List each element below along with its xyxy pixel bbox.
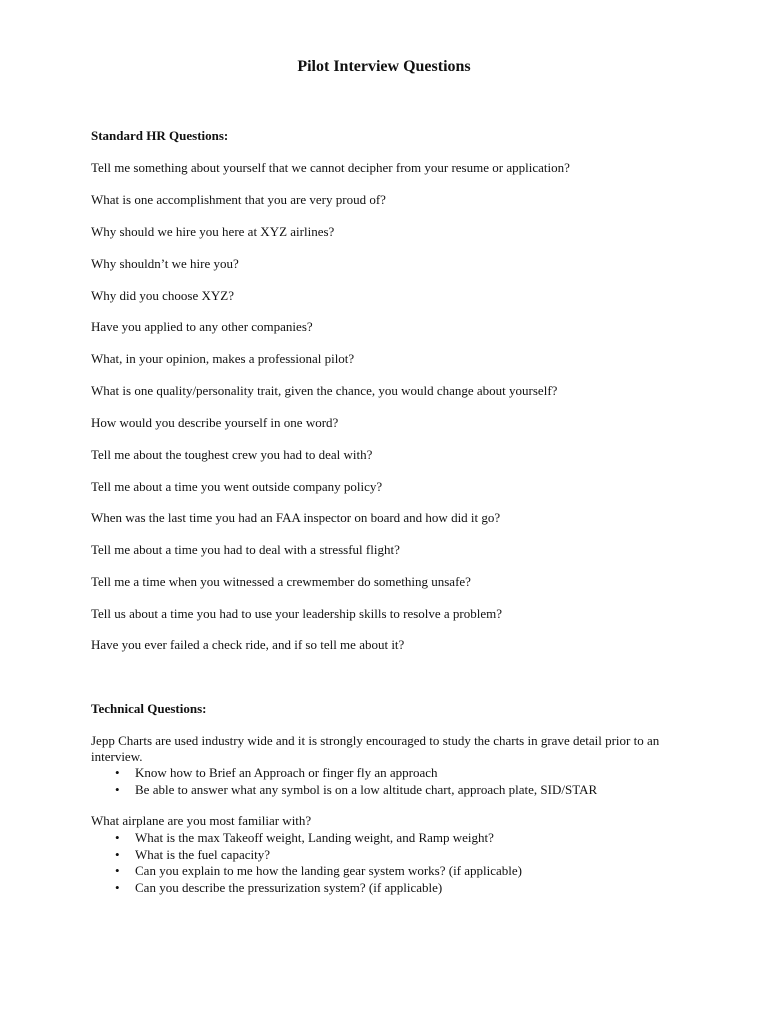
intro-bullet-list [91, 765, 597, 798]
list-item: • Know how to Brief an Approach or finger fly an approach [115, 765, 438, 780]
hr-question: Tell me about a time you went outside company policy? [91, 479, 383, 494]
airplane-bullet-list [91, 830, 522, 896]
hr-question: Tell me about a time you had to deal with a stressful flight? [91, 542, 400, 557]
hr-question: How would you describe yourself in one word? [91, 415, 339, 430]
hr-question: Why shouldn’t we hire you? [91, 256, 239, 271]
hr-section-heading: Standard HR Questions: [91, 128, 229, 143]
bullet-glyph: • [115, 846, 120, 862]
bullet-glyph: • [115, 879, 120, 895]
list-item: • Can you describe the pressurization system? (if applicable) [115, 879, 443, 895]
hr-question: Have you applied to any other companies? [91, 319, 313, 334]
list-item: • What is the max Takeoff weight, Landing weight, and Ramp weight? [115, 830, 494, 845]
hr-question: Have you ever failed a check ride, and if so tell me about it? [91, 637, 405, 652]
hr-question: What is one quality/personality trait, given the chance, you would change about yourself? [91, 383, 558, 398]
hr-question: Why did you choose XYZ? [91, 288, 234, 303]
hr-question: When was the last time you had an FAA inspector on board and how did it go? [91, 510, 501, 525]
hr-question: Why should we hire you here at XYZ airlines? [91, 224, 335, 239]
list-item: • What is the fuel capacity? [115, 846, 270, 862]
bullet-glyph: • [115, 830, 120, 845]
bullet-glyph: • [115, 781, 120, 797]
hr-question: What is one accomplishment that you are very proud of? [91, 192, 386, 207]
bullet-glyph: • [115, 863, 120, 878]
technical-intro: Jepp Charts are used industry wide and it is strongly encouraged to study the charts in grave detail prior to an interview. [91, 733, 660, 764]
bullet-glyph: • [115, 765, 120, 780]
page-title: Pilot Interview Questions [297, 58, 471, 75]
technical-section-heading: Technical Questions: [91, 701, 207, 716]
hr-question: Tell us about a time you had to use your leadership skills to resolve a problem? [91, 606, 503, 621]
hr-question: What, in your opinion, makes a professional pilot? [91, 351, 355, 366]
hr-question: Tell me something about yourself that we cannot decipher from your resume or application? [91, 160, 570, 175]
list-item: • Be able to answer what any symbol is on a low altitude chart, approach plate, SID/STAR [115, 781, 598, 797]
list-item: • Can you explain to me how the landing gear system works? (if applicable) [115, 863, 523, 878]
hr-question: Tell me about the toughest crew you had to deal with? [91, 447, 373, 462]
hr-question: Tell me a time when you witnessed a crewmember do something unsafe? [91, 574, 471, 589]
airplane-question: What airplane are you most familiar with? [91, 813, 312, 828]
